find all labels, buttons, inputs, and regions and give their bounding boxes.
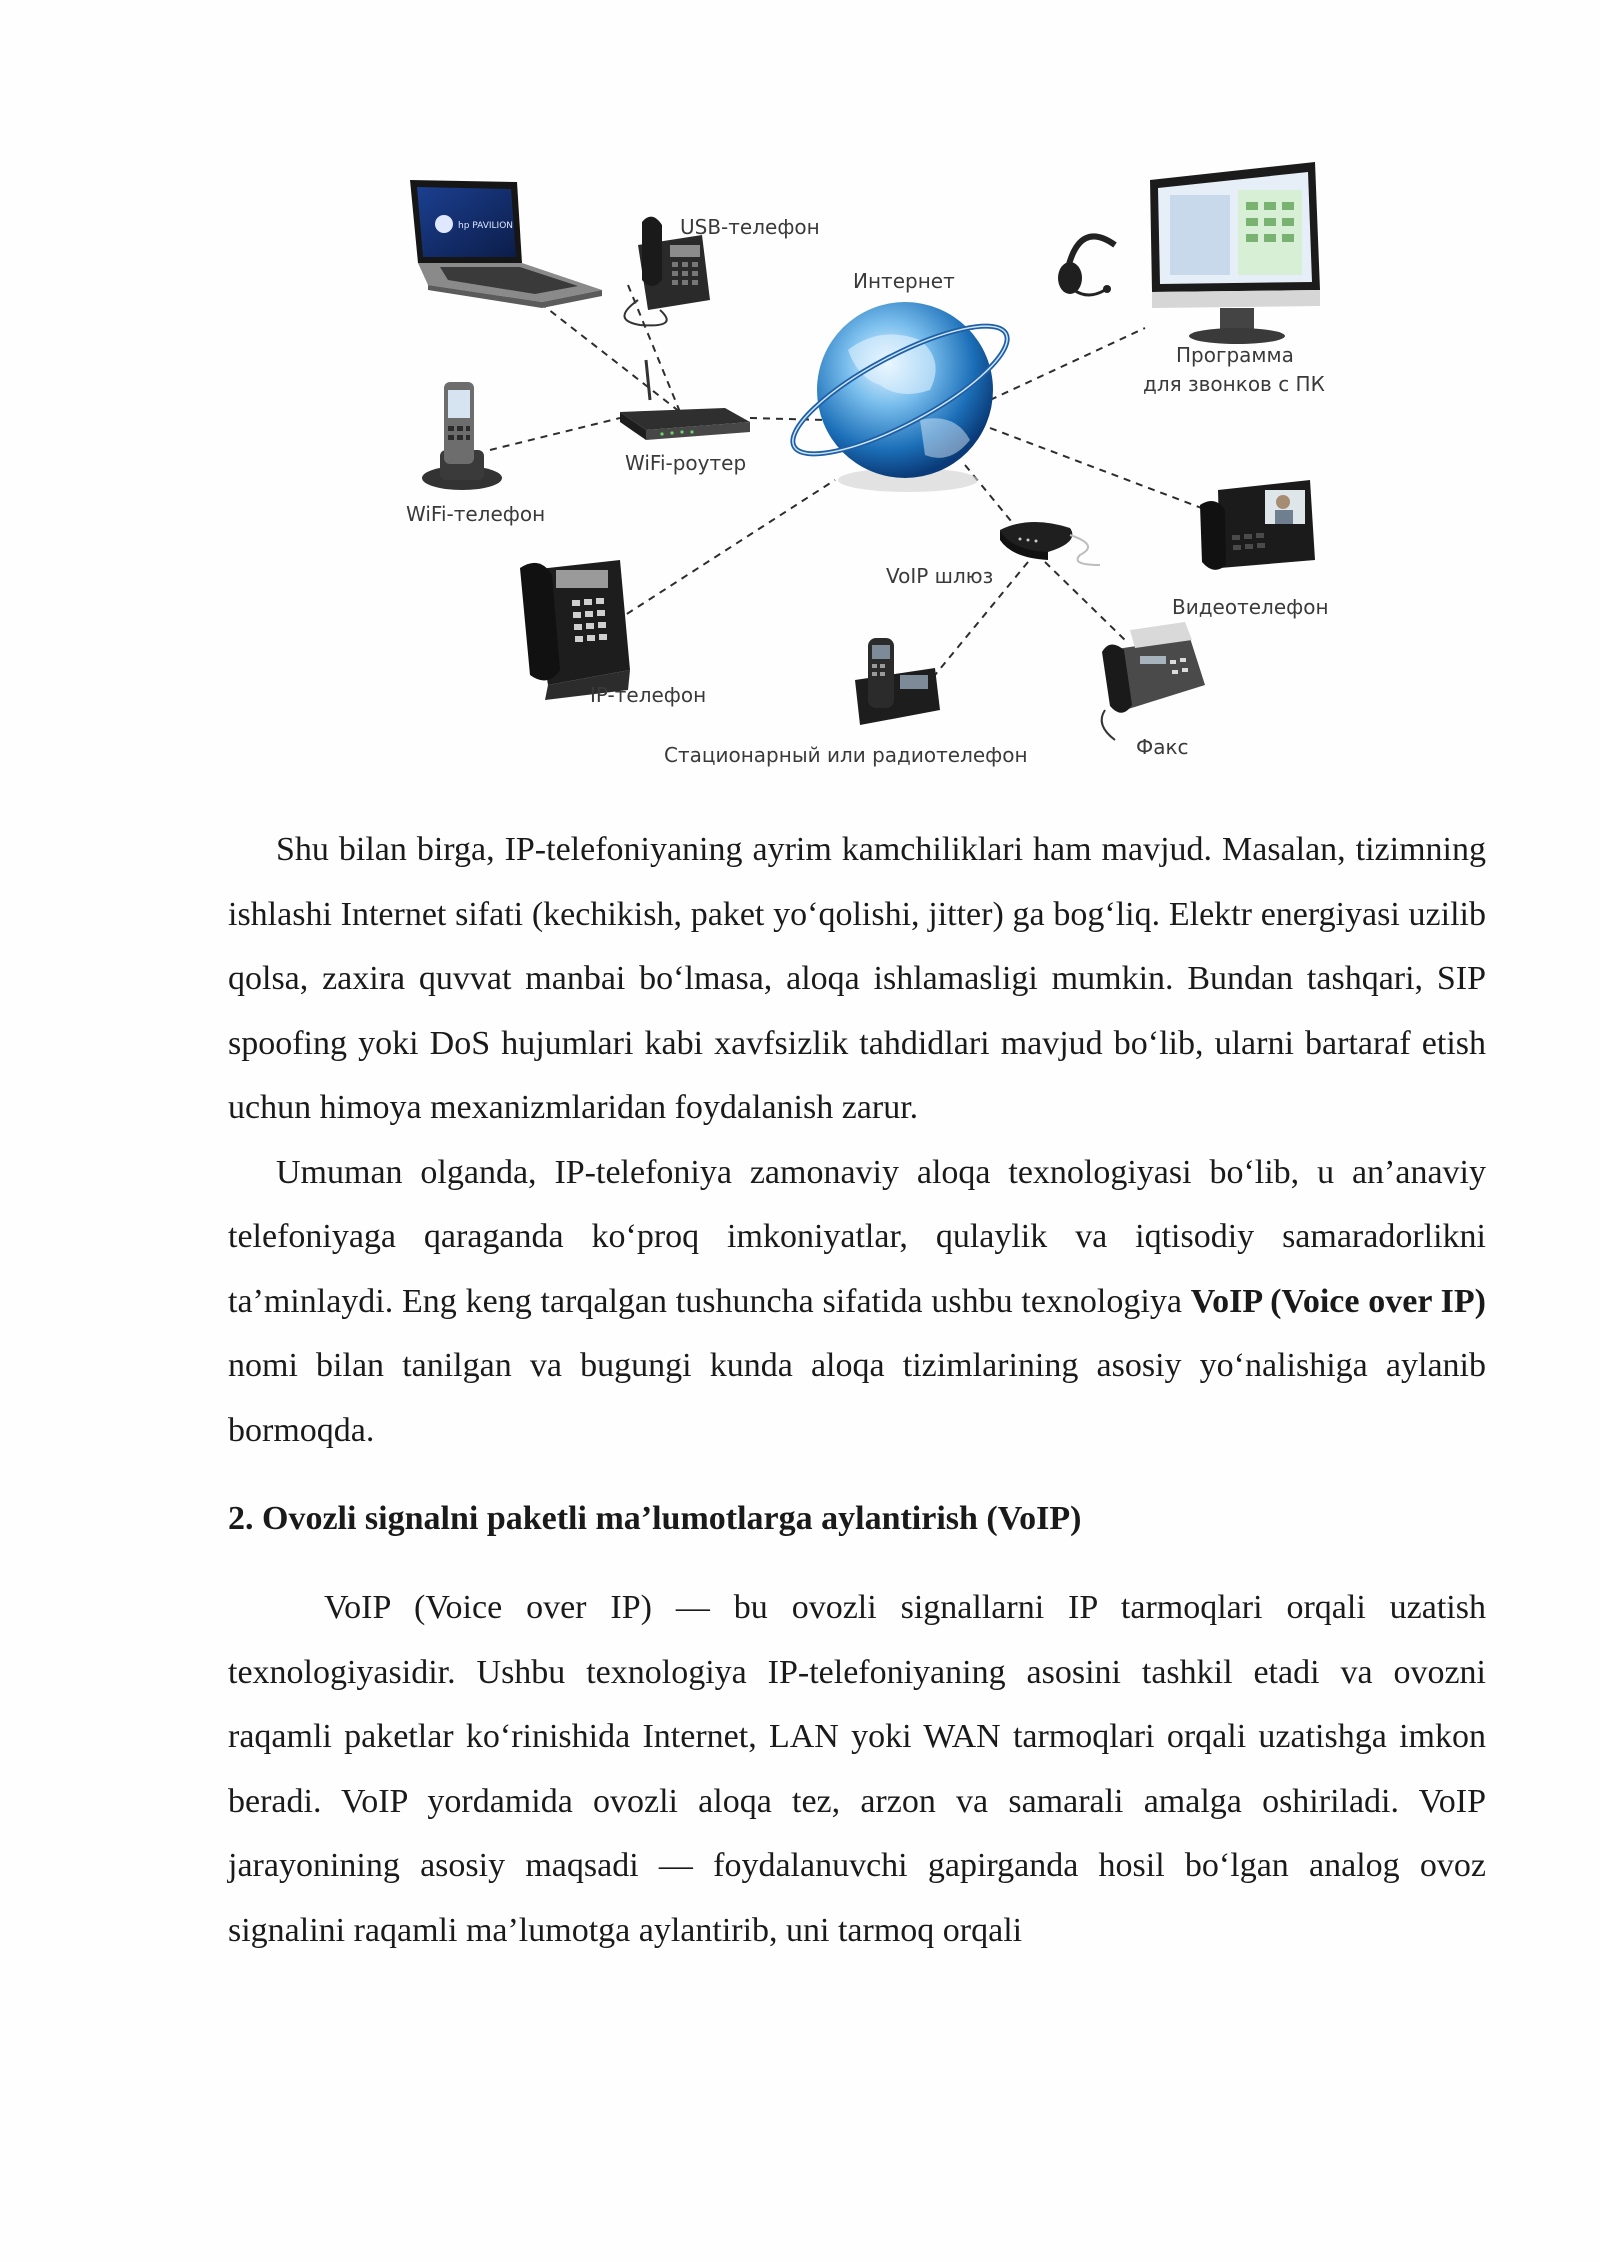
headset-icon (1058, 236, 1115, 295)
monitor-icon (1150, 162, 1320, 344)
summary-text: Umuman olganda, IP-telefoniya zamonaviy aloqa texnologiyasi bo‘lib, u an’anaviy telefoniyaga qaraganda ko‘proq imkoniyatlar, qulaylik va iqtisodiy samaradorlikni ta’minlaydi. Eng keng tarqalgan tushuncha sifatida ushbu texnologiya (228, 1153, 1486, 1320)
label-usb-phone: USB-телефон (680, 215, 820, 239)
document-body (228, 818, 1486, 1963)
fax-icon (1102, 622, 1205, 740)
summary-text-end: nomi bilan tanilgan va bugungi kunda aloqa tizimlarining asosiy yo‘nalishiga aylanib bormoqda. (228, 1347, 1486, 1449)
laptop-icon (410, 180, 602, 308)
label-wifi-router: WiFi-роутер (625, 451, 747, 475)
label-landline: Стационарный или радиотелефон (664, 743, 1028, 767)
laptop-brand: hp PAVILION (458, 221, 514, 231)
paragraph-summary (228, 1141, 1486, 1464)
voip-gateway-icon (1000, 522, 1100, 565)
paragraph-drawbacks: Shu bilan birga, IP-telefoniyaning ayrim kamchiliklari ham mavjud. Masalan, tizimning ishlashi Internet sifati (kechikish, paket yo‘qolishi, jitter) ga bog‘liq. Elektr energiyasi uzilib qolsa, zaxira quvvat manbai bo‘lmasa, aloqa ishlamasligi mumkin. Bundan tashqari, SIP spoofing yoki DoS hujumlari kabi xavfsizlik tahdidlari mavjud bo‘lib, ularni bartaraf etish uchun himoya mexanizmlaridan foydalanish zarur. (228, 831, 1486, 1126)
label-fax: Факс (1136, 735, 1189, 759)
label-internet: Интернет (853, 269, 955, 293)
label-ip-phone: IP-телефон (590, 683, 707, 707)
label-videophone: Видеотелефон (1172, 595, 1329, 619)
wifi-phone-icon (422, 382, 502, 490)
videophone-icon (1200, 480, 1315, 570)
paragraph-voip-definition: VoIP (Voice over IP) — bu ovozli signallarni IP tarmoqlari orqali uzatish texnologiyasidir. Ushbu texnologiya IP-telefoniyaning asosini tashkil etadi va ovozni raqamli paketlar ko‘rinishida Internet, LAN yoki WAN tarmoqlari orqali uzatishga imkon beradi. VoIP yordamida ovozli aloqa tez, arzon va samarali amalga oshiriladi. VoIP jarayonining asosiy maqsadi — foydalanuvchi gapirganda hosil bo‘lgan analog ovoz signalini raqamli ma’lumotga aylantirib, uni tarmoq orqali (228, 1589, 1486, 1949)
router-icon (620, 360, 750, 440)
label-pc-software-line1: Программа (1176, 343, 1294, 367)
label-voip-gateway: VoIP шлюз (886, 564, 994, 588)
voip-term: VoIP (Voice over IP) (1190, 1282, 1486, 1320)
section-heading: 2. Ovozli signalni paketli ma’lumotlarga aylantirish (VoIP) (228, 1500, 1082, 1537)
label-pc-software-line2: для звонков с ПК (1143, 372, 1325, 396)
ip-phone-icon (520, 560, 630, 700)
cordless-phone-icon (855, 638, 940, 725)
voip-network-diagram (380, 150, 1360, 790)
globe-icon (778, 302, 1022, 492)
label-wifi-phone: WiFi-телефон (406, 502, 546, 526)
